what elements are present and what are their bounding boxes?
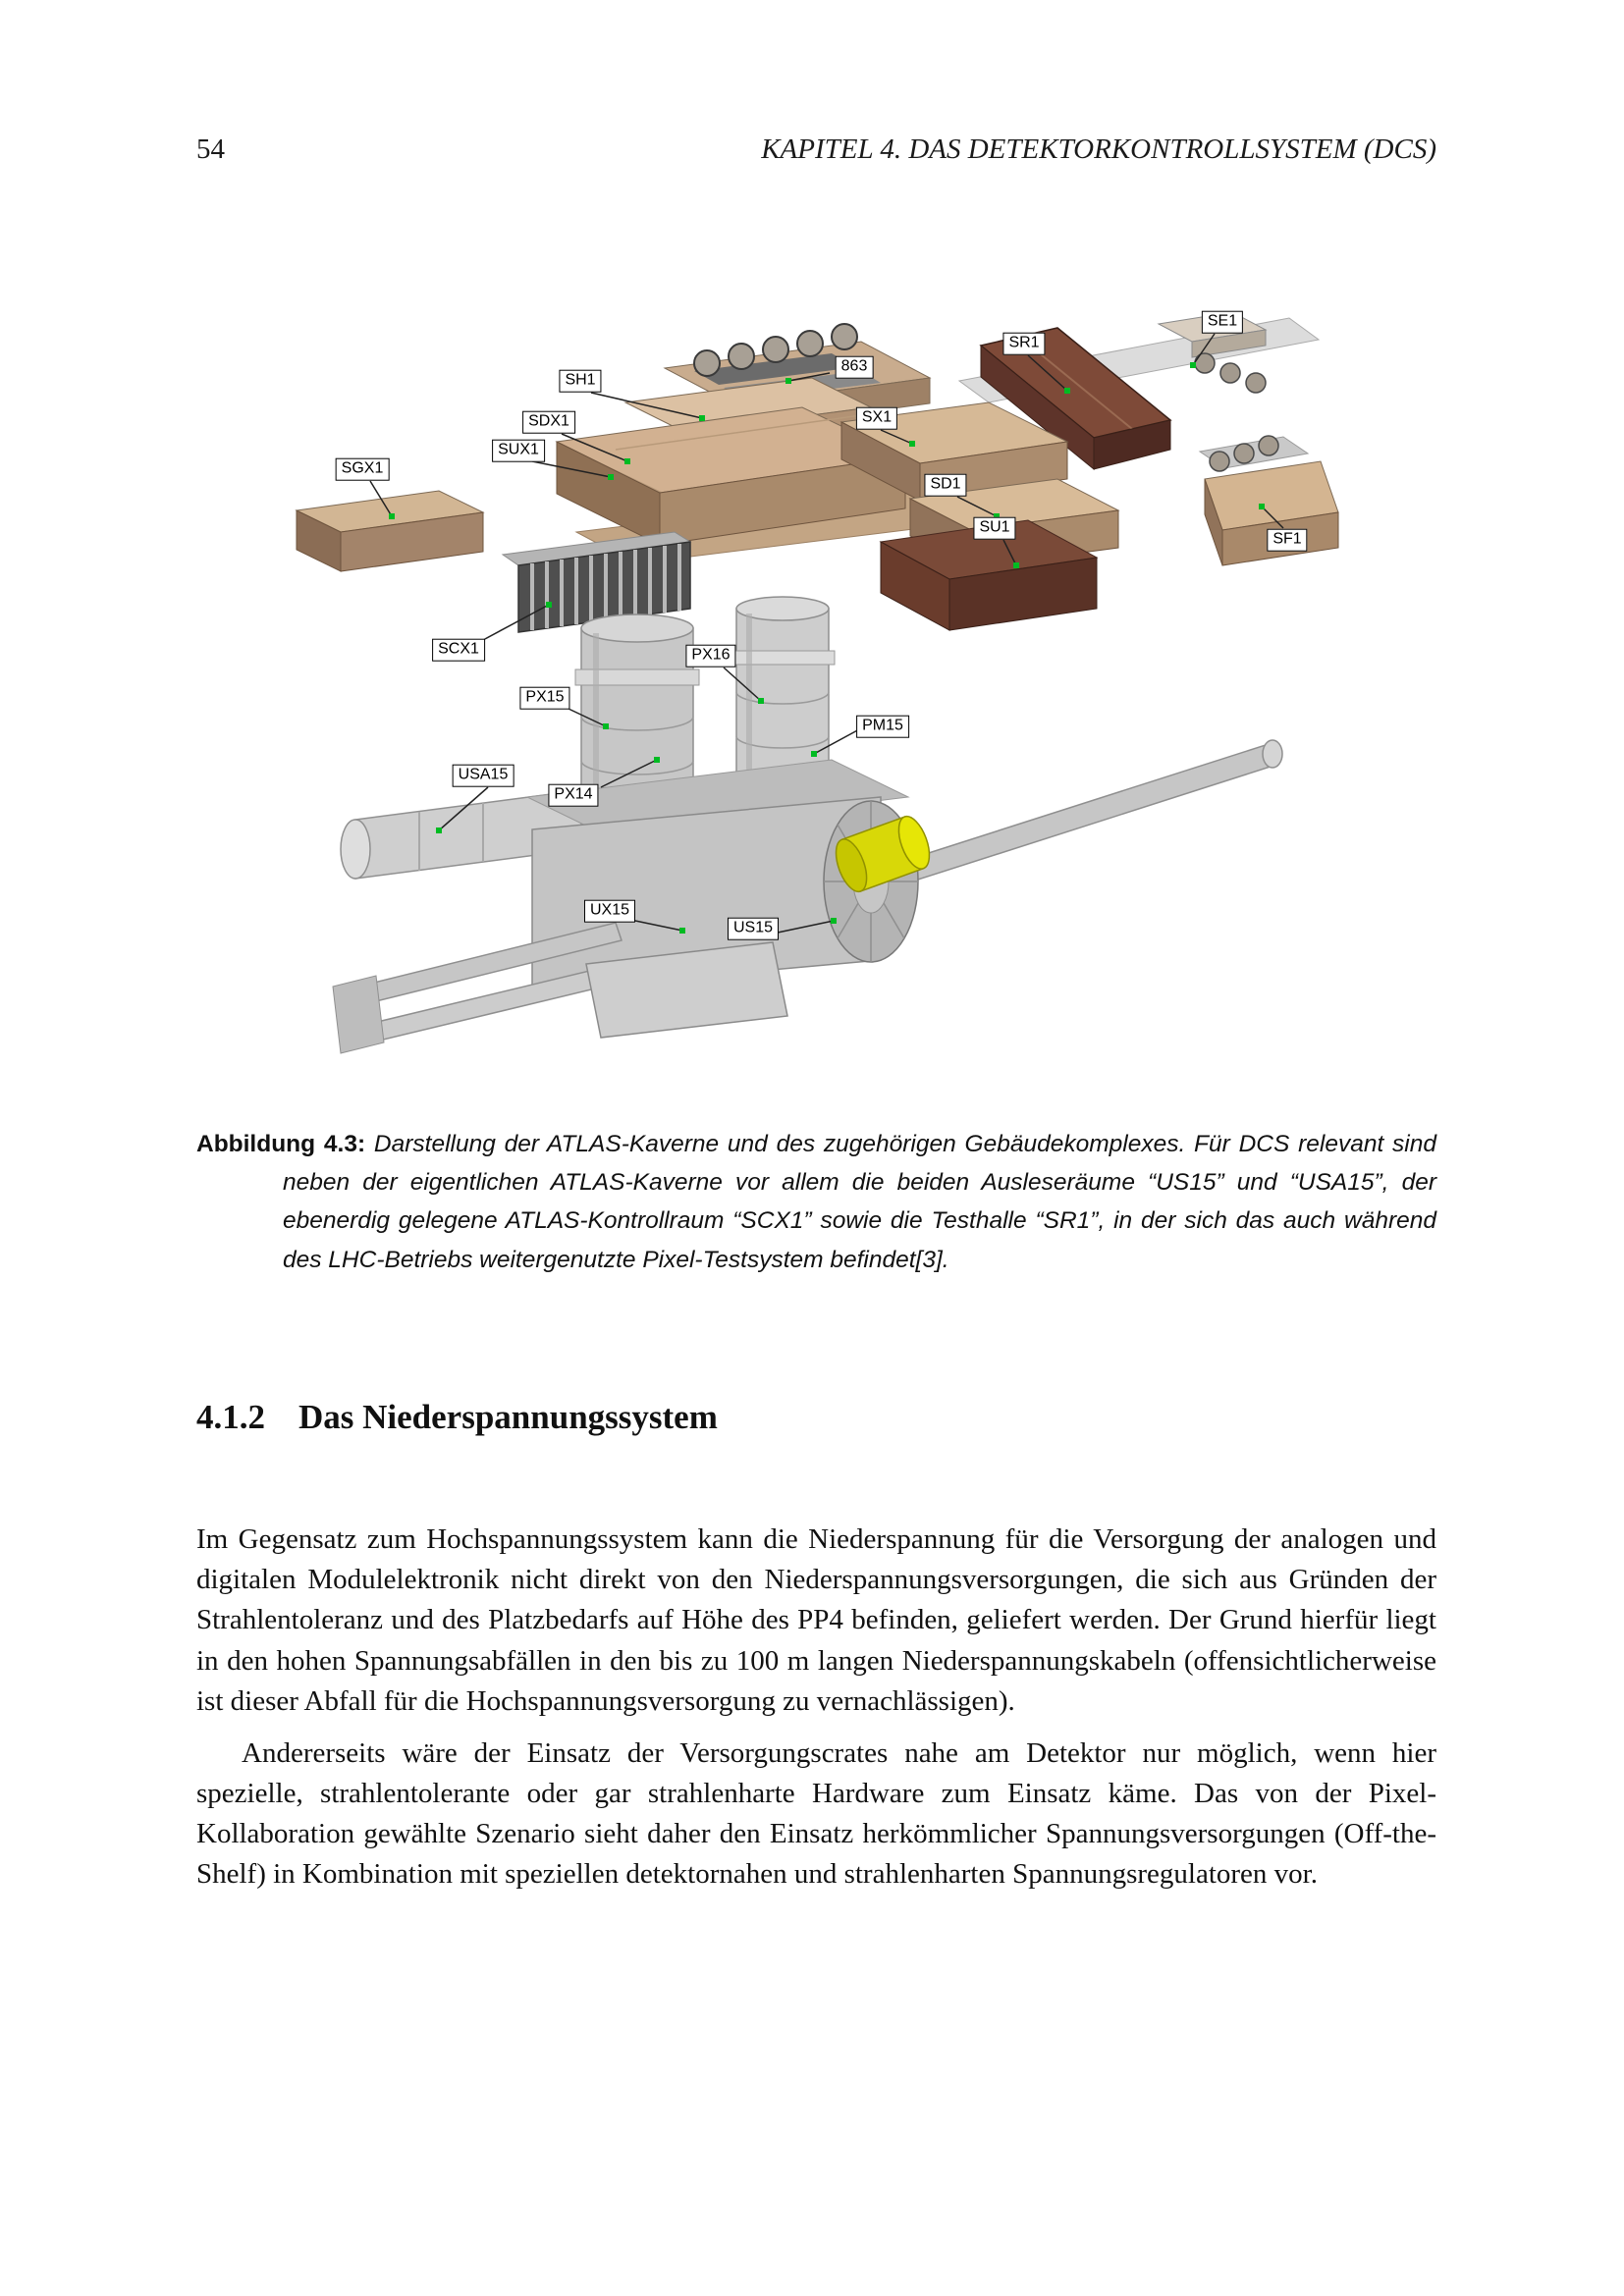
diagram-label-sdx1: SDX1: [522, 411, 575, 434]
paragraph-2: Andererseits wäre der Einsatz der Versorgungscrates nahe am Detektor nur möglich, wenn hier spezielle, strahlentolerante oder gar strahlenharte Hardware zum Einsatz käme. Das von der Pixel-Kollaboration gewählte Szenario sieht daher den Einsatz herkömmlicher Spannungsversorgungen (Off-the-Shelf) in Kombination mit speziellen detektornahen und strahlenharten Spannungsregulatoren vor.: [196, 1736, 1436, 1891]
diagram-label-px14: PX14: [548, 784, 598, 807]
diagram-label-ux15: UX15: [584, 900, 635, 923]
chapter-header: KAPITEL 4. DAS DETEKTORKONTROLLSYSTEM (DCS): [761, 133, 1436, 165]
diagram-label-sux1: SUX1: [492, 440, 545, 462]
diagram-label-sf1: SF1: [1267, 529, 1307, 552]
section-number: 4.1.2: [196, 1398, 265, 1436]
diagram-label-su1: SU1: [973, 517, 1015, 540]
diagram-label-se1: SE1: [1202, 311, 1243, 334]
diagram-label-sx1: SX1: [856, 407, 897, 430]
section-title: Das Niederspannungssystem: [298, 1398, 718, 1436]
diagram-label-sgx1: SGX1: [336, 458, 390, 481]
section-heading: [196, 1398, 718, 1437]
diagram-label-us15: US15: [728, 918, 779, 940]
body-text: [196, 1520, 1436, 1896]
figure-caption: [196, 1125, 1436, 1279]
diagram-label-px15: PX15: [519, 687, 569, 710]
diagram-label-scx1: SCX1: [432, 639, 485, 662]
diagram-label-sr1: SR1: [1002, 333, 1045, 355]
figure-caption-text: Darstellung der ATLAS-Kaverne und des zugehörigen Gebäudekomplexes. Für DCS relevant sind neben der eigentlichen ATLAS-Kaverne vor allem die beiden Ausleseräume “US15” und “USA15”, der ebenerdig gelegene ATLAS-Kontrollraum “SCX1” sowie die Testhalle “SR1”, in der sich das auch während des LHC-Betriebs weitergenutzte Pixel-Testsystem befindet[3].: [283, 1131, 1436, 1273]
diagram-label-863: 863: [836, 356, 874, 379]
diagram-label-sd1: SD1: [924, 474, 966, 497]
diagram-label-px16: PX16: [685, 645, 735, 667]
page-number: 54: [196, 133, 225, 165]
diagram-label-pm15: PM15: [856, 716, 909, 738]
building-sgx1: [297, 491, 483, 571]
diagram-label-usa15: USA15: [453, 765, 514, 787]
cavern-ux15-us15: [333, 740, 1282, 1053]
figure-atlas-complex: [282, 285, 1342, 1085]
figure-caption-label: Abbildung 4.3:: [196, 1131, 366, 1157]
atlas-site-drawing: [282, 285, 1342, 1080]
diagram-label-sh1: SH1: [559, 370, 601, 393]
paragraph-1: Im Gegensatz zum Hochspannungssystem kann die Niederspannung für die Versorgung der analogen und digitalen Modulelektronik nicht direkt von den Niederspannungsversorgungen, die sich aus Gründen der Strahlentoleranz und des Platzbedarfs auf Höhe des PP4 befinden, geliefert werden. Der Grund hierfür liegt in den hohen Spannungsabfällen in den bis zu 100 m langen Niederspannungskabeln (offensichtlicherweise ist dieser Abfall für die Hochspannungsversorgung zu vernachlässigen).: [196, 1523, 1436, 1717]
running-header: [196, 133, 1436, 166]
